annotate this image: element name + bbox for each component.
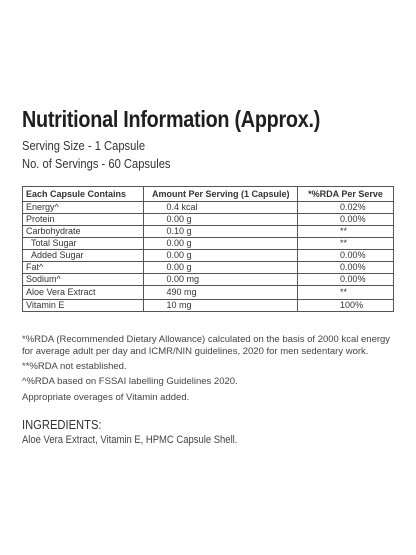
page-title: Nutritional Information (Approx.) [22, 106, 321, 132]
nutrient-amount: 0.10 g [144, 226, 298, 238]
nutrient-amount: 0.00 g [144, 250, 298, 262]
table-row [23, 214, 394, 226]
nutrient-rda: 0.02% [298, 202, 394, 214]
nutrient-rda: 0.00% [298, 250, 394, 262]
table-row [23, 202, 394, 214]
ingredients-heading: INGREDIENTS: [22, 417, 102, 432]
nutrient-rda: ** [298, 238, 394, 250]
nutrient-amount: 490 mg [144, 286, 298, 300]
nutrient-amount: 0.00 mg [144, 274, 298, 286]
nutrient-rda: ** [298, 286, 394, 300]
nutrient-rda: 100% [298, 300, 394, 312]
header-nutrient: Each Capsule Contains [23, 187, 144, 202]
nutrient-name: Added Sugar [23, 250, 144, 262]
servings-count: No. of Servings - 60 Capsules [22, 156, 171, 171]
header-rda: *%RDA Per Serve [298, 187, 394, 202]
table-row [23, 226, 394, 238]
note-overages: Appropriate overages of Vitamin added. [22, 392, 190, 403]
table-row [23, 250, 394, 262]
nutrient-rda: ** [298, 226, 394, 238]
serving-size: Serving Size - 1 Capsule [22, 138, 146, 153]
note-not-established: **%RDA not established. [22, 361, 127, 372]
table-row [23, 300, 394, 312]
nutrient-name: Sodium^ [23, 274, 144, 286]
nutrient-amount: 0.4 kcal [144, 202, 298, 214]
nutrient-amount: 0.00 g [144, 262, 298, 274]
nutrient-amount: 0.00 g [144, 238, 298, 250]
nutrient-amount: 10 mg [144, 300, 298, 312]
nutrient-name: Fat^ [23, 262, 144, 274]
header-amount: Amount Per Serving (1 Capsule) [144, 187, 298, 202]
nutrient-rda: 0.00% [298, 214, 394, 226]
table-row [23, 274, 394, 286]
nutrient-rda: 0.00% [298, 262, 394, 274]
nutrient-name: Aloe Vera Extract [23, 286, 144, 300]
table-row [23, 286, 394, 300]
note-fssai: ^%RDA based on FSSAI labelling Guidelines 2020. [22, 376, 238, 387]
nutrient-name: Vitamin E [23, 300, 144, 312]
nutrient-rda: 0.00% [298, 274, 394, 286]
nutrition-table-body [23, 202, 394, 312]
nutrient-name: Carbohydrate [23, 226, 144, 238]
table-row [23, 262, 394, 274]
nutrient-name: Energy^ [23, 202, 144, 214]
table-header-row [23, 187, 394, 202]
table-row [23, 238, 394, 250]
note-rda: *%RDA (Recommended Dietary Allowance) calculated on the basis of 2000 kcal energy for average adult per day and ICMR/NIN guidelines, 2020 for men sedentary work. [22, 334, 391, 357]
nutrient-name: Total Sugar [23, 238, 144, 250]
ingredients-text: Aloe Vera Extract, Vitamin E, HPMC Capsule Shell. [22, 434, 238, 446]
nutrient-amount: 0.00 g [144, 214, 298, 226]
nutrition-table [22, 186, 394, 312]
nutrient-name: Protein [23, 214, 144, 226]
